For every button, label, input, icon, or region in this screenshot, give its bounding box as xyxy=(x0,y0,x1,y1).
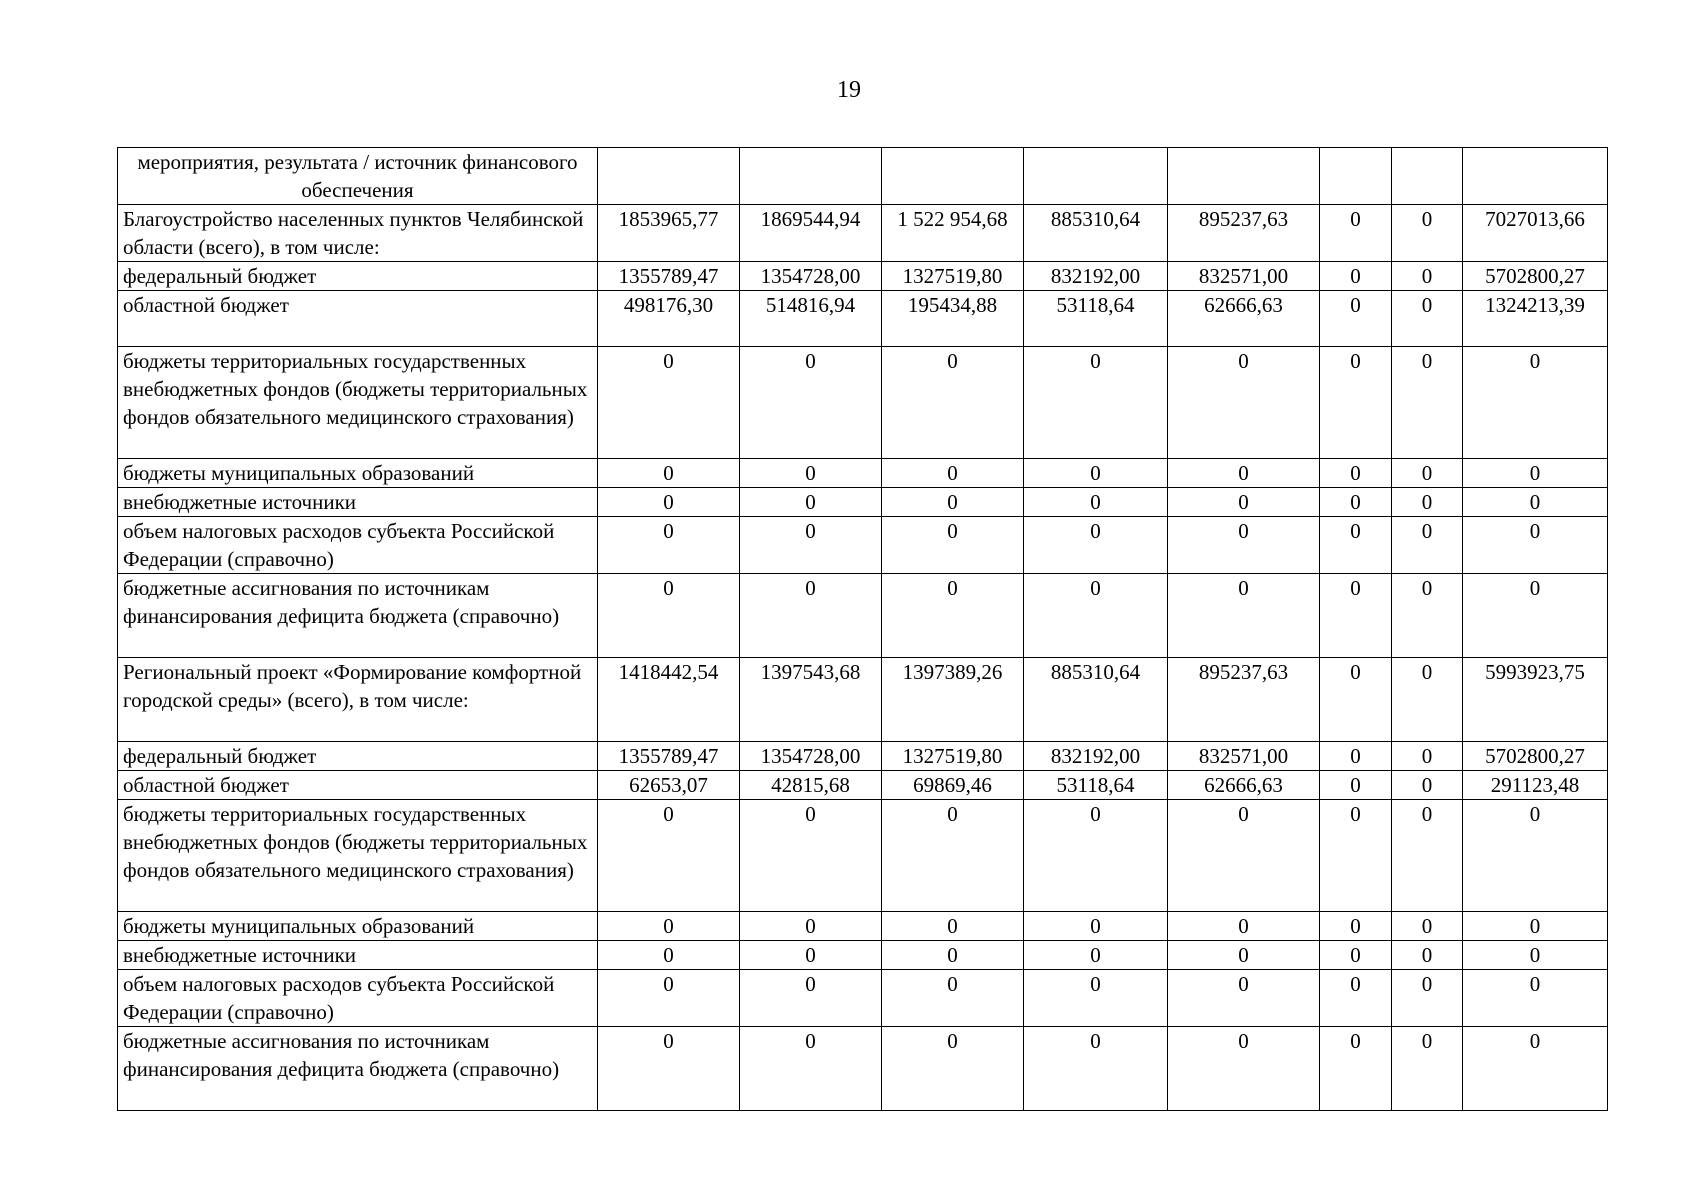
value-cell: 0 xyxy=(882,517,1024,574)
header-empty-cell xyxy=(1392,148,1463,205)
value-cell: 0 xyxy=(598,912,740,941)
table-row xyxy=(118,912,1608,941)
row-label-cell: бюджетные ассигнования по источникам финансирования дефицита бюджета (справочно) xyxy=(118,574,598,658)
row-label-cell: Благоустройство населенных пунктов Челябинской области (всего), в том числе: xyxy=(118,205,598,262)
value-cell: 0 xyxy=(1392,912,1463,941)
value-cell: 0 xyxy=(882,912,1024,941)
table-row xyxy=(118,459,1608,488)
table-header-row xyxy=(118,148,1608,205)
value-cell: 0 xyxy=(1320,262,1392,291)
value-cell: 0 xyxy=(1463,941,1608,970)
value-cell: 0 xyxy=(1392,517,1463,574)
value-cell: 69869,46 xyxy=(882,771,1024,800)
value-cell: 832192,00 xyxy=(1024,262,1168,291)
value-cell: 0 xyxy=(882,488,1024,517)
value-cell: 0 xyxy=(1024,1027,1168,1111)
table-row xyxy=(118,205,1608,262)
value-cell: 832571,00 xyxy=(1168,262,1320,291)
value-cell: 498176,30 xyxy=(598,291,740,347)
header-empty-cell xyxy=(740,148,882,205)
row-label-cell: федеральный бюджет xyxy=(118,262,598,291)
value-cell: 0 xyxy=(1392,262,1463,291)
value-cell: 0 xyxy=(1320,1027,1392,1111)
row-label-cell: внебюджетные источники xyxy=(118,488,598,517)
table-row xyxy=(118,517,1608,574)
value-cell: 0 xyxy=(1024,800,1168,912)
value-cell: 0 xyxy=(598,459,740,488)
table-body xyxy=(118,148,1608,1111)
row-label-cell: внебюджетные источники xyxy=(118,941,598,970)
value-cell: 0 xyxy=(1320,291,1392,347)
value-cell: 0 xyxy=(740,517,882,574)
value-cell: 53118,64 xyxy=(1024,291,1168,347)
value-cell: 0 xyxy=(1168,488,1320,517)
value-cell: 0 xyxy=(1024,347,1168,459)
value-cell: 0 xyxy=(1168,347,1320,459)
value-cell: 0 xyxy=(740,912,882,941)
value-cell: 0 xyxy=(598,1027,740,1111)
value-cell: 62666,63 xyxy=(1168,291,1320,347)
value-cell: 0 xyxy=(1320,771,1392,800)
value-cell: 0 xyxy=(740,459,882,488)
value-cell: 0 xyxy=(1320,347,1392,459)
value-cell: 0 xyxy=(740,1027,882,1111)
value-cell: 0 xyxy=(740,488,882,517)
table-row xyxy=(118,941,1608,970)
value-cell: 0 xyxy=(1392,459,1463,488)
value-cell: 0 xyxy=(1392,488,1463,517)
value-cell: 0 xyxy=(1392,291,1463,347)
value-cell: 0 xyxy=(1320,488,1392,517)
value-cell: 1355789,47 xyxy=(598,742,740,771)
value-cell: 0 xyxy=(1463,970,1608,1027)
value-cell: 0 xyxy=(1392,941,1463,970)
value-cell: 0 xyxy=(882,941,1024,970)
value-cell: 0 xyxy=(882,347,1024,459)
row-label-cell: бюджеты муниципальных образований xyxy=(118,912,598,941)
table-row xyxy=(118,291,1608,347)
value-cell: 0 xyxy=(1168,517,1320,574)
value-cell: 42815,68 xyxy=(740,771,882,800)
value-cell: 5702800,27 xyxy=(1463,262,1608,291)
value-cell: 0 xyxy=(1320,574,1392,658)
value-cell: 0 xyxy=(1168,574,1320,658)
row-label-cell: областной бюджет xyxy=(118,291,598,347)
value-cell: 0 xyxy=(1463,574,1608,658)
value-cell: 0 xyxy=(1392,574,1463,658)
value-cell: 1869544,94 xyxy=(740,205,882,262)
value-cell: 895237,63 xyxy=(1168,658,1320,742)
value-cell: 885310,64 xyxy=(1024,205,1168,262)
value-cell: 0 xyxy=(1463,1027,1608,1111)
value-cell: 0 xyxy=(1168,912,1320,941)
row-label-cell: федеральный бюджет xyxy=(118,742,598,771)
row-label-cell: бюджеты территориальных государственных внебюджетных фондов (бюджеты территориальных фондов обязательного медицинского страхования) xyxy=(118,800,598,912)
value-cell: 0 xyxy=(1168,800,1320,912)
table-row xyxy=(118,800,1608,912)
value-cell: 1354728,00 xyxy=(740,262,882,291)
table-row xyxy=(118,742,1608,771)
value-cell: 0 xyxy=(1320,517,1392,574)
table-row xyxy=(118,347,1608,459)
value-cell: 0 xyxy=(1392,800,1463,912)
value-cell: 832571,00 xyxy=(1168,742,1320,771)
table-row xyxy=(118,771,1608,800)
value-cell: 1397543,68 xyxy=(740,658,882,742)
value-cell: 1355789,47 xyxy=(598,262,740,291)
value-cell: 0 xyxy=(1024,912,1168,941)
value-cell: 0 xyxy=(598,800,740,912)
value-cell: 0 xyxy=(1463,800,1608,912)
value-cell: 1853965,77 xyxy=(598,205,740,262)
value-cell: 832192,00 xyxy=(1024,742,1168,771)
value-cell: 0 xyxy=(1320,742,1392,771)
row-label-cell: объем налоговых расходов субъекта Российской Федерации (справочно) xyxy=(118,517,598,574)
value-cell: 895237,63 xyxy=(1168,205,1320,262)
value-cell: 0 xyxy=(1024,488,1168,517)
header-empty-cell xyxy=(1024,148,1168,205)
value-cell: 1418442,54 xyxy=(598,658,740,742)
value-cell: 0 xyxy=(598,941,740,970)
value-cell: 0 xyxy=(740,574,882,658)
value-cell: 0 xyxy=(598,347,740,459)
value-cell: 62666,63 xyxy=(1168,771,1320,800)
value-cell: 0 xyxy=(1392,347,1463,459)
value-cell: 0 xyxy=(598,517,740,574)
value-cell: 0 xyxy=(1320,459,1392,488)
value-cell: 0 xyxy=(1463,517,1608,574)
header-empty-cell xyxy=(1320,148,1392,205)
value-cell: 0 xyxy=(740,800,882,912)
value-cell: 885310,64 xyxy=(1024,658,1168,742)
value-cell: 0 xyxy=(598,488,740,517)
value-cell: 0 xyxy=(1392,1027,1463,1111)
header-label-cell: мероприятия, результата / источник финансового обеспечения xyxy=(118,148,598,205)
value-cell: 0 xyxy=(1024,941,1168,970)
value-cell: 0 xyxy=(740,347,882,459)
table-row xyxy=(118,658,1608,742)
value-cell: 62653,07 xyxy=(598,771,740,800)
row-label-cell: областной бюджет xyxy=(118,771,598,800)
table-row xyxy=(118,574,1608,658)
value-cell: 0 xyxy=(1320,912,1392,941)
value-cell: 0 xyxy=(882,1027,1024,1111)
value-cell: 7027013,66 xyxy=(1463,205,1608,262)
value-cell: 0 xyxy=(1392,771,1463,800)
value-cell: 0 xyxy=(1392,742,1463,771)
value-cell: 5702800,27 xyxy=(1463,742,1608,771)
value-cell: 0 xyxy=(740,941,882,970)
value-cell: 0 xyxy=(882,574,1024,658)
value-cell: 0 xyxy=(882,800,1024,912)
header-empty-cell xyxy=(598,148,740,205)
value-cell: 1327519,80 xyxy=(882,742,1024,771)
row-label-cell: бюджеты территориальных государственных внебюджетных фондов (бюджеты территориальных фондов обязательного медицинского страхования) xyxy=(118,347,598,459)
value-cell: 53118,64 xyxy=(1024,771,1168,800)
value-cell: 0 xyxy=(882,459,1024,488)
value-cell: 0 xyxy=(598,574,740,658)
header-empty-cell xyxy=(882,148,1024,205)
value-cell: 0 xyxy=(1024,517,1168,574)
row-label-cell: бюджеты муниципальных образований xyxy=(118,459,598,488)
header-empty-cell xyxy=(1463,148,1608,205)
row-label-cell: Региональный проект «Формирование комфортной городской среды» (всего), в том числе: xyxy=(118,658,598,742)
value-cell: 0 xyxy=(1463,912,1608,941)
table-row xyxy=(118,262,1608,291)
value-cell: 0 xyxy=(1320,658,1392,742)
value-cell: 0 xyxy=(882,970,1024,1027)
value-cell: 0 xyxy=(1320,941,1392,970)
header-empty-cell xyxy=(1168,148,1320,205)
value-cell: 0 xyxy=(1392,970,1463,1027)
value-cell: 0 xyxy=(1320,205,1392,262)
table-row xyxy=(118,970,1608,1027)
value-cell: 1327519,80 xyxy=(882,262,1024,291)
value-cell: 0 xyxy=(1168,970,1320,1027)
value-cell: 0 xyxy=(1168,941,1320,970)
value-cell: 0 xyxy=(598,970,740,1027)
value-cell: 514816,94 xyxy=(740,291,882,347)
value-cell: 0 xyxy=(1463,347,1608,459)
value-cell: 0 xyxy=(1463,459,1608,488)
row-label-cell: объем налоговых расходов субъекта Российской Федерации (справочно) xyxy=(118,970,598,1027)
table-row xyxy=(118,1027,1608,1111)
value-cell: 1354728,00 xyxy=(740,742,882,771)
value-cell: 0 xyxy=(1392,658,1463,742)
value-cell: 0 xyxy=(1320,800,1392,912)
value-cell: 0 xyxy=(1320,970,1392,1027)
page-number: 19 xyxy=(837,77,861,103)
value-cell: 291123,48 xyxy=(1463,771,1608,800)
value-cell: 5993923,75 xyxy=(1463,658,1608,742)
value-cell: 0 xyxy=(1463,488,1608,517)
value-cell: 0 xyxy=(1024,970,1168,1027)
budget-table xyxy=(117,147,1608,1111)
value-cell: 0 xyxy=(1392,205,1463,262)
value-cell: 0 xyxy=(1168,1027,1320,1111)
value-cell: 195434,88 xyxy=(882,291,1024,347)
value-cell: 0 xyxy=(1024,459,1168,488)
value-cell: 0 xyxy=(740,970,882,1027)
row-label-cell: бюджетные ассигнования по источникам финансирования дефицита бюджета (справочно) xyxy=(118,1027,598,1111)
value-cell: 0 xyxy=(1168,459,1320,488)
value-cell: 1397389,26 xyxy=(882,658,1024,742)
value-cell: 1 522 954,68 xyxy=(882,205,1024,262)
value-cell: 1324213,39 xyxy=(1463,291,1608,347)
table-row xyxy=(118,488,1608,517)
value-cell: 0 xyxy=(1024,574,1168,658)
